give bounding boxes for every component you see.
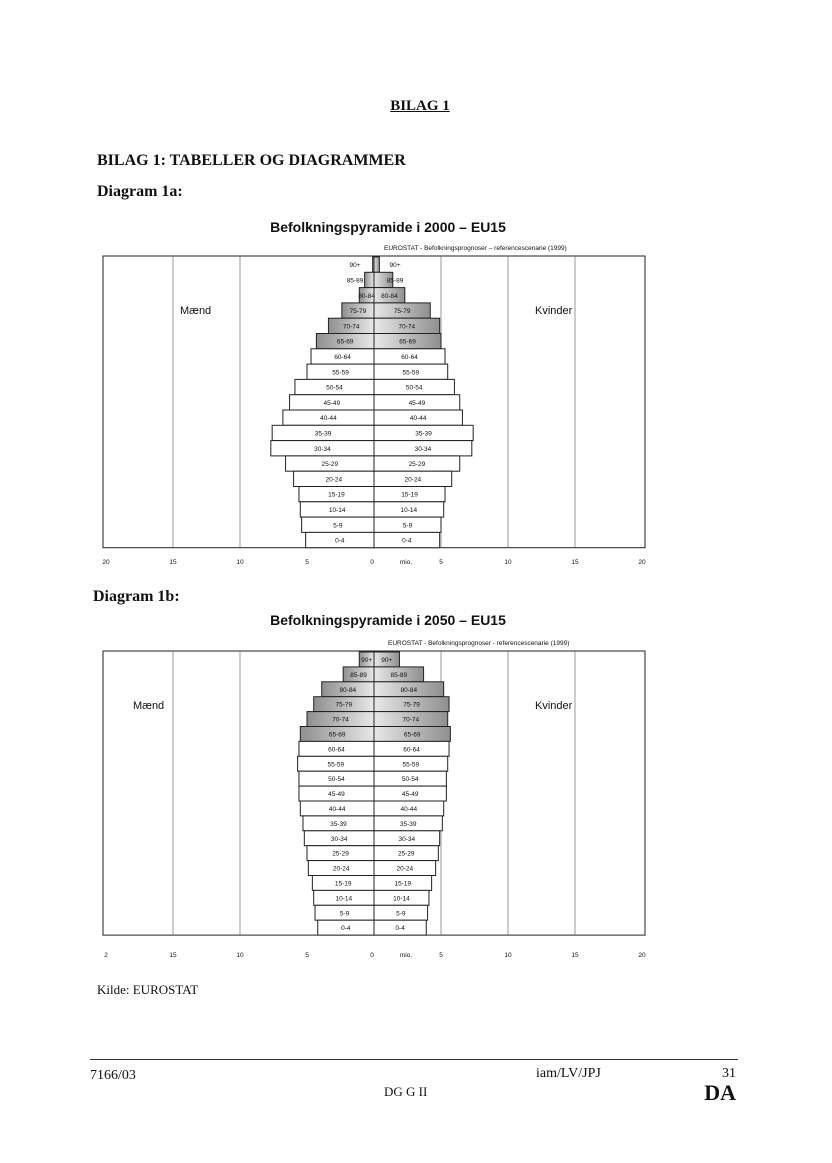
age-label-male: 80-84 <box>339 686 357 694</box>
age-label-male: 90+ <box>349 262 361 270</box>
age-label-female: 90+ <box>381 656 393 664</box>
age-label-female: 70-74 <box>398 323 416 331</box>
age-label-female: 5-9 <box>396 910 406 918</box>
age-label-female: 25-29 <box>408 461 426 469</box>
age-label-male: 15-19 <box>334 880 352 888</box>
x-tick-label: mio. <box>399 559 413 566</box>
age-label-male: 20-24 <box>332 865 350 873</box>
female-label: Kvinder <box>535 305 573 317</box>
male-label: Mænd <box>180 305 212 317</box>
age-label-male: 85-89 <box>346 277 364 285</box>
age-label-male: 20-24 <box>325 476 343 484</box>
age-label-female: 75-79 <box>393 308 411 316</box>
page-number: 31 <box>722 1066 736 1081</box>
age-label-male: 5-9 <box>339 910 350 918</box>
age-label-male: 0-4 <box>341 925 351 933</box>
age-label-male: 25-29 <box>321 461 339 469</box>
age-label-female: 35-39 <box>399 820 417 828</box>
age-label-male: 75-79 <box>335 701 353 709</box>
age-label-female: 60-64 <box>401 353 418 361</box>
age-label-male: 55-59 <box>327 761 345 769</box>
age-label-female: 35-39 <box>415 430 432 438</box>
age-label-female: 10-14 <box>400 506 418 514</box>
age-label-male: 5-9 <box>333 522 343 530</box>
section-heading: BILAG 1: TABELLER OG DIAGRAMMER <box>97 152 406 169</box>
age-label-male: 60-64 <box>334 353 351 361</box>
age-label-female: 30-34 <box>398 835 416 843</box>
age-label-male: 35-39 <box>314 430 332 438</box>
chart-1a-title: Befolkningspyramide i 2000 – EU15 <box>270 219 506 235</box>
age-label-male: 15-19 <box>328 491 345 499</box>
age-label-female: 50-54 <box>401 776 419 784</box>
age-label-male: 30-34 <box>314 445 331 453</box>
age-label-female: 90+ <box>389 262 401 270</box>
age-label-female: 70-74 <box>402 716 420 724</box>
age-label-female: 0-4 <box>402 537 412 545</box>
age-label-male: 0-4 <box>335 537 345 545</box>
age-label-male: 70-74 <box>332 716 349 724</box>
x-tick-label: 10 <box>236 559 244 566</box>
age-label-male: 65-69 <box>336 338 354 346</box>
annex-title: BILAG 1 <box>390 98 450 114</box>
x-tick-label: 15 <box>169 952 177 959</box>
age-label-male: 50-54 <box>328 776 345 784</box>
age-label-female: 60-64 <box>403 746 420 754</box>
footer-rule <box>90 1059 738 1060</box>
x-tick-label: 10 <box>504 952 512 959</box>
age-label-female: 50-54 <box>405 384 423 392</box>
age-label-female: 5-9 <box>402 522 413 530</box>
age-label-male: 55-59 <box>332 369 349 377</box>
bar-male-85-89 <box>365 272 374 287</box>
x-tick-label: 2 <box>104 952 108 959</box>
age-label-male: 85-89 <box>350 671 367 679</box>
age-label-female: 45-49 <box>408 399 426 407</box>
age-label-female: 65-69 <box>403 731 421 739</box>
x-tick-label: 0 <box>370 559 374 566</box>
female-label: Kvinder <box>535 700 573 712</box>
x-tick-label: 15 <box>571 559 579 566</box>
male-label: Mænd <box>133 700 165 712</box>
age-label-male: 65-69 <box>328 731 346 739</box>
chart-1b-title: Befolkningspyramide i 2050 – EU15 <box>270 612 506 628</box>
x-tick-label: 5 <box>305 559 309 566</box>
age-label-male: 50-54 <box>326 384 343 392</box>
age-label-female: 85-89 <box>390 671 408 679</box>
age-label-female: 20-24 <box>396 865 414 873</box>
age-label-female: 65-69 <box>399 338 416 346</box>
age-label-female: 80-84 <box>400 686 418 694</box>
age-label-female: 0-4 <box>395 925 405 933</box>
chart-1b-source: EUROSTAT - Befolkningsprognoser - referencescenarie (1999) <box>388 640 570 647</box>
x-tick-label: 20 <box>102 559 110 566</box>
population-pyramid-2000 <box>90 252 660 572</box>
age-label-male: 60-64 <box>328 746 345 754</box>
population-pyramid-2050 <box>90 647 660 967</box>
x-tick-label: 5 <box>439 952 443 959</box>
x-tick-label: 15 <box>571 952 579 959</box>
document-number: 7166/03 <box>90 1068 136 1083</box>
age-label-male: 40-44 <box>328 805 346 813</box>
age-label-female: 20-24 <box>404 476 422 484</box>
age-label-female: 10-14 <box>393 895 410 903</box>
age-label-female: 85-89 <box>386 277 404 285</box>
x-tick-label: 20 <box>638 559 646 566</box>
x-tick-label: 10 <box>236 952 244 959</box>
diagram-1b-label: Diagram 1b: <box>93 588 180 605</box>
age-label-female: 15-19 <box>401 491 418 499</box>
x-tick-label: 5 <box>305 952 309 959</box>
age-label-male: 30-34 <box>330 835 348 843</box>
x-tick-label: 15 <box>169 559 177 566</box>
language-code: DA <box>704 1080 736 1105</box>
age-label-female: 45-49 <box>401 791 419 799</box>
age-label-male: 45-49 <box>328 791 345 799</box>
age-label-male: 80-84 <box>358 292 375 300</box>
age-label-female: 40-44 <box>409 415 427 423</box>
directorate: DG G II <box>384 1084 428 1099</box>
age-label-female: 55-59 <box>402 761 420 769</box>
diagram-1a-label: Diagram 1a: <box>97 183 183 200</box>
chart-1a-source: EUROSTAT - Befolkningsprognoser – referencescenarie (1999) <box>384 245 567 252</box>
age-label-female: 80-84 <box>381 292 398 300</box>
age-label-male: 75-79 <box>349 308 367 316</box>
age-label-female: 25-29 <box>397 850 415 858</box>
age-label-female: 55-59 <box>402 369 420 377</box>
x-tick-label: 0 <box>370 952 374 959</box>
x-tick-label: 20 <box>638 952 646 959</box>
age-label-male: 10-14 <box>328 506 346 514</box>
age-label-male: 25-29 <box>332 850 349 858</box>
age-label-female: 15-19 <box>394 880 412 888</box>
age-label-male: 35-39 <box>330 820 347 828</box>
age-label-male: 45-49 <box>323 399 341 407</box>
age-label-female: 30-34 <box>414 445 432 453</box>
source-note: Kilde: EUROSTAT <box>97 982 199 997</box>
age-label-male: 40-44 <box>320 415 337 423</box>
bar-female-90+ <box>374 257 379 272</box>
x-tick-label: 10 <box>504 559 512 566</box>
age-label-female: 40-44 <box>400 805 418 813</box>
age-label-male: 70-74 <box>342 323 360 331</box>
age-label-female: 75-79 <box>403 701 420 709</box>
age-label-male: 10-14 <box>335 895 353 903</box>
x-tick-label: mio. <box>399 952 413 959</box>
age-label-male: 90+ <box>361 656 373 664</box>
x-tick-label: 5 <box>439 559 443 566</box>
author-initials: iam/LV/JPJ <box>536 1066 601 1081</box>
